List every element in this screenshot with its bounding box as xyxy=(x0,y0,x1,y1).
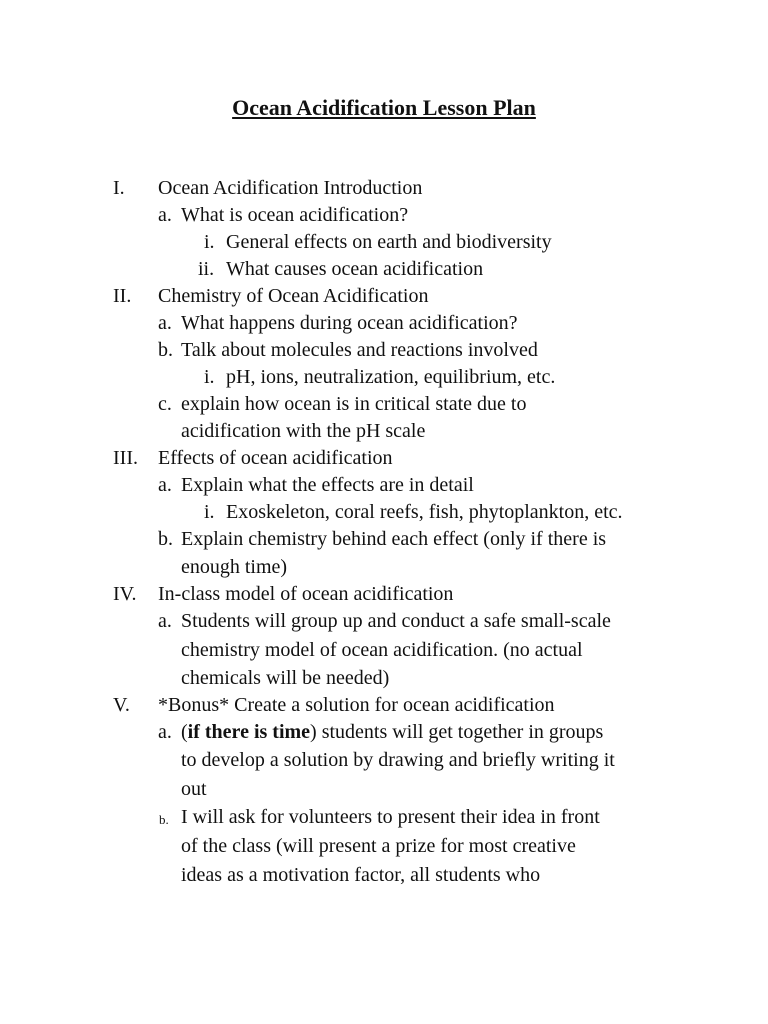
section-1-marker: I. xyxy=(113,177,125,199)
item-5b-line-3: ideas as a motivation factor, all students who xyxy=(181,864,541,886)
item-5b-line-2: of the class (will present a prize for most creative xyxy=(181,835,576,857)
subitem-1a-ii-text: What causes ocean acidification xyxy=(226,258,484,280)
section-3-heading: Effects of ocean acidification xyxy=(158,447,393,469)
item-4a-line-2: chemistry model of ocean acidification. (no actual xyxy=(181,639,583,661)
document-title: Ocean Acidification Lesson Plan xyxy=(232,95,536,120)
item-2c-marker: c. xyxy=(158,393,172,415)
item-2b-marker: b. xyxy=(158,339,173,361)
subitem-3a-i-marker: i. xyxy=(204,501,215,523)
item-5a-marker: a. xyxy=(158,721,172,743)
item-3b-line-1: Explain chemistry behind each effect (only if there is xyxy=(181,528,607,550)
item-2c-line-2: acidification with the pH scale xyxy=(181,420,426,442)
item-4a-marker: a. xyxy=(158,610,172,632)
section-4-heading: In-class model of ocean acidification xyxy=(158,583,454,605)
section-2-heading: Chemistry of Ocean Acidification xyxy=(158,285,429,307)
item-5a-line-3: out xyxy=(181,778,207,800)
item-5a-line-2: to develop a solution by drawing and briefly writing it xyxy=(181,749,615,771)
item-5b-line-1: I will ask for volunteers to present their idea in front xyxy=(181,806,600,828)
subitem-3a-i-text: Exoskeleton, coral reefs, fish, phytoplankton, etc. xyxy=(226,501,623,523)
item-3b-line-2: enough time) xyxy=(181,556,288,578)
item-5a-bold-phrase: if there is time xyxy=(187,721,311,743)
item-2a-marker: a. xyxy=(158,312,172,334)
item-5b-marker: b. xyxy=(159,812,169,827)
item-2b-text: Talk about molecules and reactions involved xyxy=(181,339,538,361)
item-3a-text: Explain what the effects are in detail xyxy=(181,474,474,496)
subitem-1a-ii-marker: ii. xyxy=(198,258,215,280)
item-4a-line-3: chemicals will be needed) xyxy=(181,667,390,689)
item-1a-text: What is ocean acidification? xyxy=(181,204,409,226)
item-3a-marker: a. xyxy=(158,474,172,496)
section-1-heading: Ocean Acidification Introduction xyxy=(158,177,423,199)
item-5a-open-paren: ( xyxy=(181,721,188,743)
subitem-2b-i-text: pH, ions, neutralization, equilibrium, etc. xyxy=(226,366,556,388)
section-3-marker: III. xyxy=(113,447,138,469)
item-5a-line-1 xyxy=(181,719,603,746)
subitem-1a-i-text: General effects on earth and biodiversity xyxy=(226,231,552,253)
item-5a-line-1-rest: ) students will get together in groups xyxy=(310,721,604,743)
item-3b-marker: b. xyxy=(158,528,173,550)
item-2c-line-1: explain how ocean is in critical state due to xyxy=(181,393,527,415)
section-4-marker: IV. xyxy=(113,583,137,605)
section-5-marker: V. xyxy=(113,694,130,716)
item-4a-line-1: Students will group up and conduct a safe small-scale xyxy=(181,610,611,632)
item-1a-marker: a. xyxy=(158,204,172,226)
section-2-marker: II. xyxy=(113,285,132,307)
section-5-heading: *Bonus* Create a solution for ocean acidification xyxy=(158,694,555,716)
item-2a-text: What happens during ocean acidification? xyxy=(181,312,518,334)
subitem-1a-i-marker: i. xyxy=(204,231,215,253)
subitem-2b-i-marker: i. xyxy=(204,366,215,388)
